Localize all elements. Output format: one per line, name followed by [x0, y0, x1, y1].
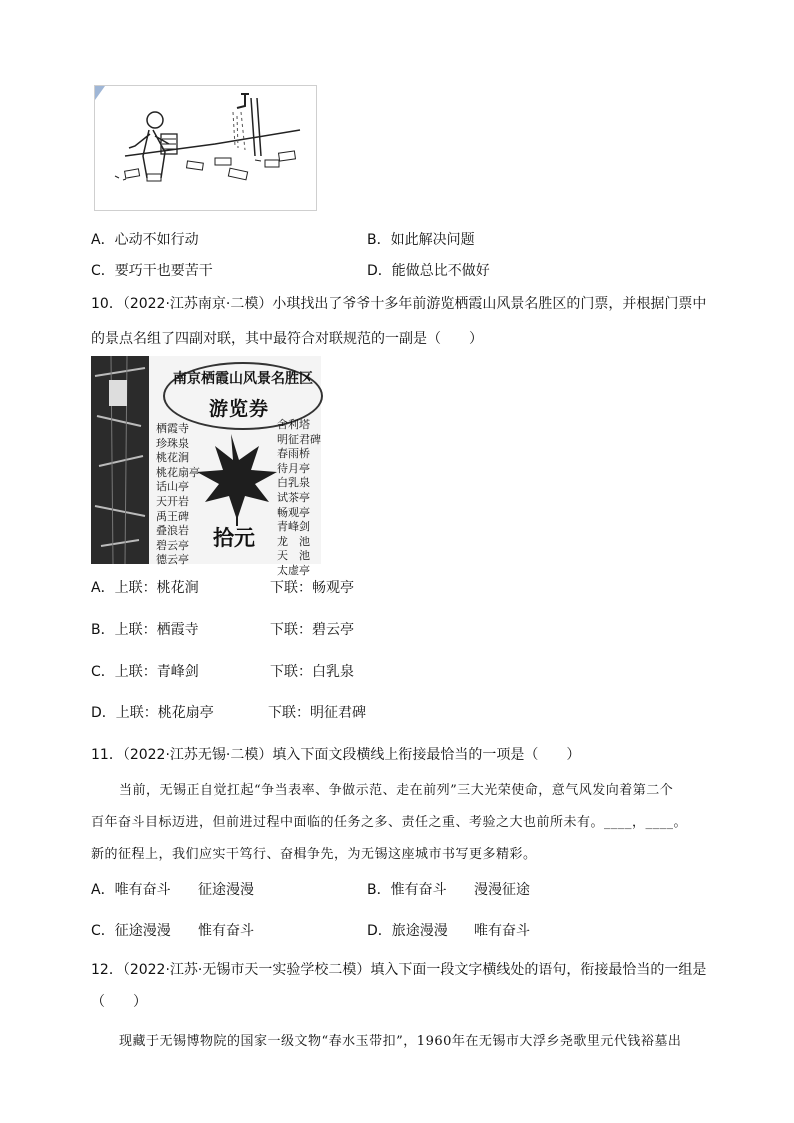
spot-item: 待月亭: [277, 461, 310, 475]
q12-stem-line2: （ ）: [91, 994, 147, 1010]
q11-option-a-second: 征途漫漫: [198, 882, 254, 898]
q10-option-a: A．上联：桃花涧: [91, 580, 199, 596]
cartoon-drawing: [95, 86, 316, 210]
q11-option-d: D．旅途漫漫: [367, 923, 448, 939]
spot-item: 天 池: [277, 549, 310, 563]
q10-option-b: B．上联：栖霞寺: [91, 622, 199, 638]
q11-option-d-second: 唯有奋斗: [474, 923, 530, 939]
q10-option-d-second: 下联：明征君碑: [268, 705, 366, 721]
q9-option-a: A．心动不如行动: [91, 232, 199, 248]
q10-option-c-second: 下联：白乳泉: [270, 664, 354, 680]
spot-item: 试茶亭: [277, 490, 310, 504]
spot-item: 畅观亭: [277, 505, 310, 519]
ticket-image: [91, 356, 321, 577]
spot-item: 太虚亭: [277, 563, 310, 577]
q11-option-b: B．惟有奋斗: [367, 882, 447, 898]
ticket-title: 南京栖霞山风景名胜区: [173, 371, 313, 387]
q11-option-c: C．征途漫漫: [91, 923, 171, 939]
q9-option-b: B．如此解决问题: [367, 232, 475, 248]
q9-option-c: C．要巧干也要苦干: [91, 263, 213, 279]
ticket-price: 拾元: [213, 526, 255, 550]
spot-item: 舍利塔: [277, 418, 310, 431]
spot-item: 明征君碑: [277, 432, 321, 446]
spot-item: 禹王碑: [156, 509, 189, 523]
spot-item: 栖霞寺: [156, 422, 189, 435]
q10-stem-line1: 10．（2022·江苏南京·二模）小琪找出了爷爷十多年前游览栖霞山风景名胜区的门票，并根据门票中: [91, 296, 707, 312]
spot-item: 桃花涧: [156, 451, 189, 465]
spot-item: 话山亭: [156, 480, 189, 494]
q11-option-c-second: 惟有奋斗: [198, 923, 254, 939]
q11-passage-line3: 新的征程上，我们应实干笃行、奋楫争先，为无锡这座城市书写更多精彩。: [91, 847, 537, 862]
q11-option-b-second: 漫漫征途: [474, 882, 530, 898]
spot-item: 桃花扇亭: [156, 465, 200, 479]
q11-passage-line1: 当前，无锡正自觉扛起“争当表率、争做示范、走在前列”三大光荣使命，意气风发向着第二个: [119, 783, 674, 798]
q11-stem: 11．（2022·江苏无锡·二模）填入下面文段横线上衔接最恰当的一项是（ ）: [91, 747, 581, 763]
spot-item: 龙 池: [277, 534, 310, 548]
spot-item: 碧云亭: [156, 538, 189, 552]
ticket-left-spots: [156, 422, 200, 568]
spot-item: 白乳泉: [277, 476, 310, 490]
q12-stem-line1: 12．（2022·江苏·无锡市天一实验学校二模）填入下面一段文字横线处的语句，衔接最恰当的一组是: [91, 962, 707, 978]
spot-item: 春雨桥: [277, 447, 310, 461]
spot-item: 珍珠泉: [156, 436, 189, 450]
ticket-subtitle: 游览券: [209, 398, 270, 420]
q10-stem-line2: 的景点名组了四副对联，其中最符合对联规范的一副是（ ）: [91, 331, 483, 347]
q9-option-d: D．能做总比不做好: [367, 263, 490, 279]
ticket-right-spots: [277, 418, 321, 579]
cartoon-image: [94, 85, 317, 211]
q11-option-a: A．唯有奋斗: [91, 882, 171, 898]
spot-item: 叠浪岩: [156, 524, 189, 538]
spot-item: 天开岩: [156, 494, 189, 508]
q10-option-a-second: 下联：畅观亭: [270, 580, 354, 596]
spot-item: 德云亭: [156, 553, 189, 567]
q10-option-b-second: 下联：碧云亭: [270, 622, 354, 638]
q11-passage-line2: 百年奋斗目标迈进，但前进过程中面临的任务之多、责任之重、考验之大也前所未有。____，____。: [91, 815, 688, 830]
q12-passage-line1: 现藏于无锡博物院的国家一级文物“春水玉带扣”，1960年在无锡市大浮乡尧歌里元代钱裕墓出: [119, 1034, 682, 1049]
q10-option-d: D．上联：桃花扇亭: [91, 705, 214, 721]
q10-option-c: C．上联：青峰剑: [91, 664, 199, 680]
spot-item: 青峰剑: [277, 520, 310, 534]
